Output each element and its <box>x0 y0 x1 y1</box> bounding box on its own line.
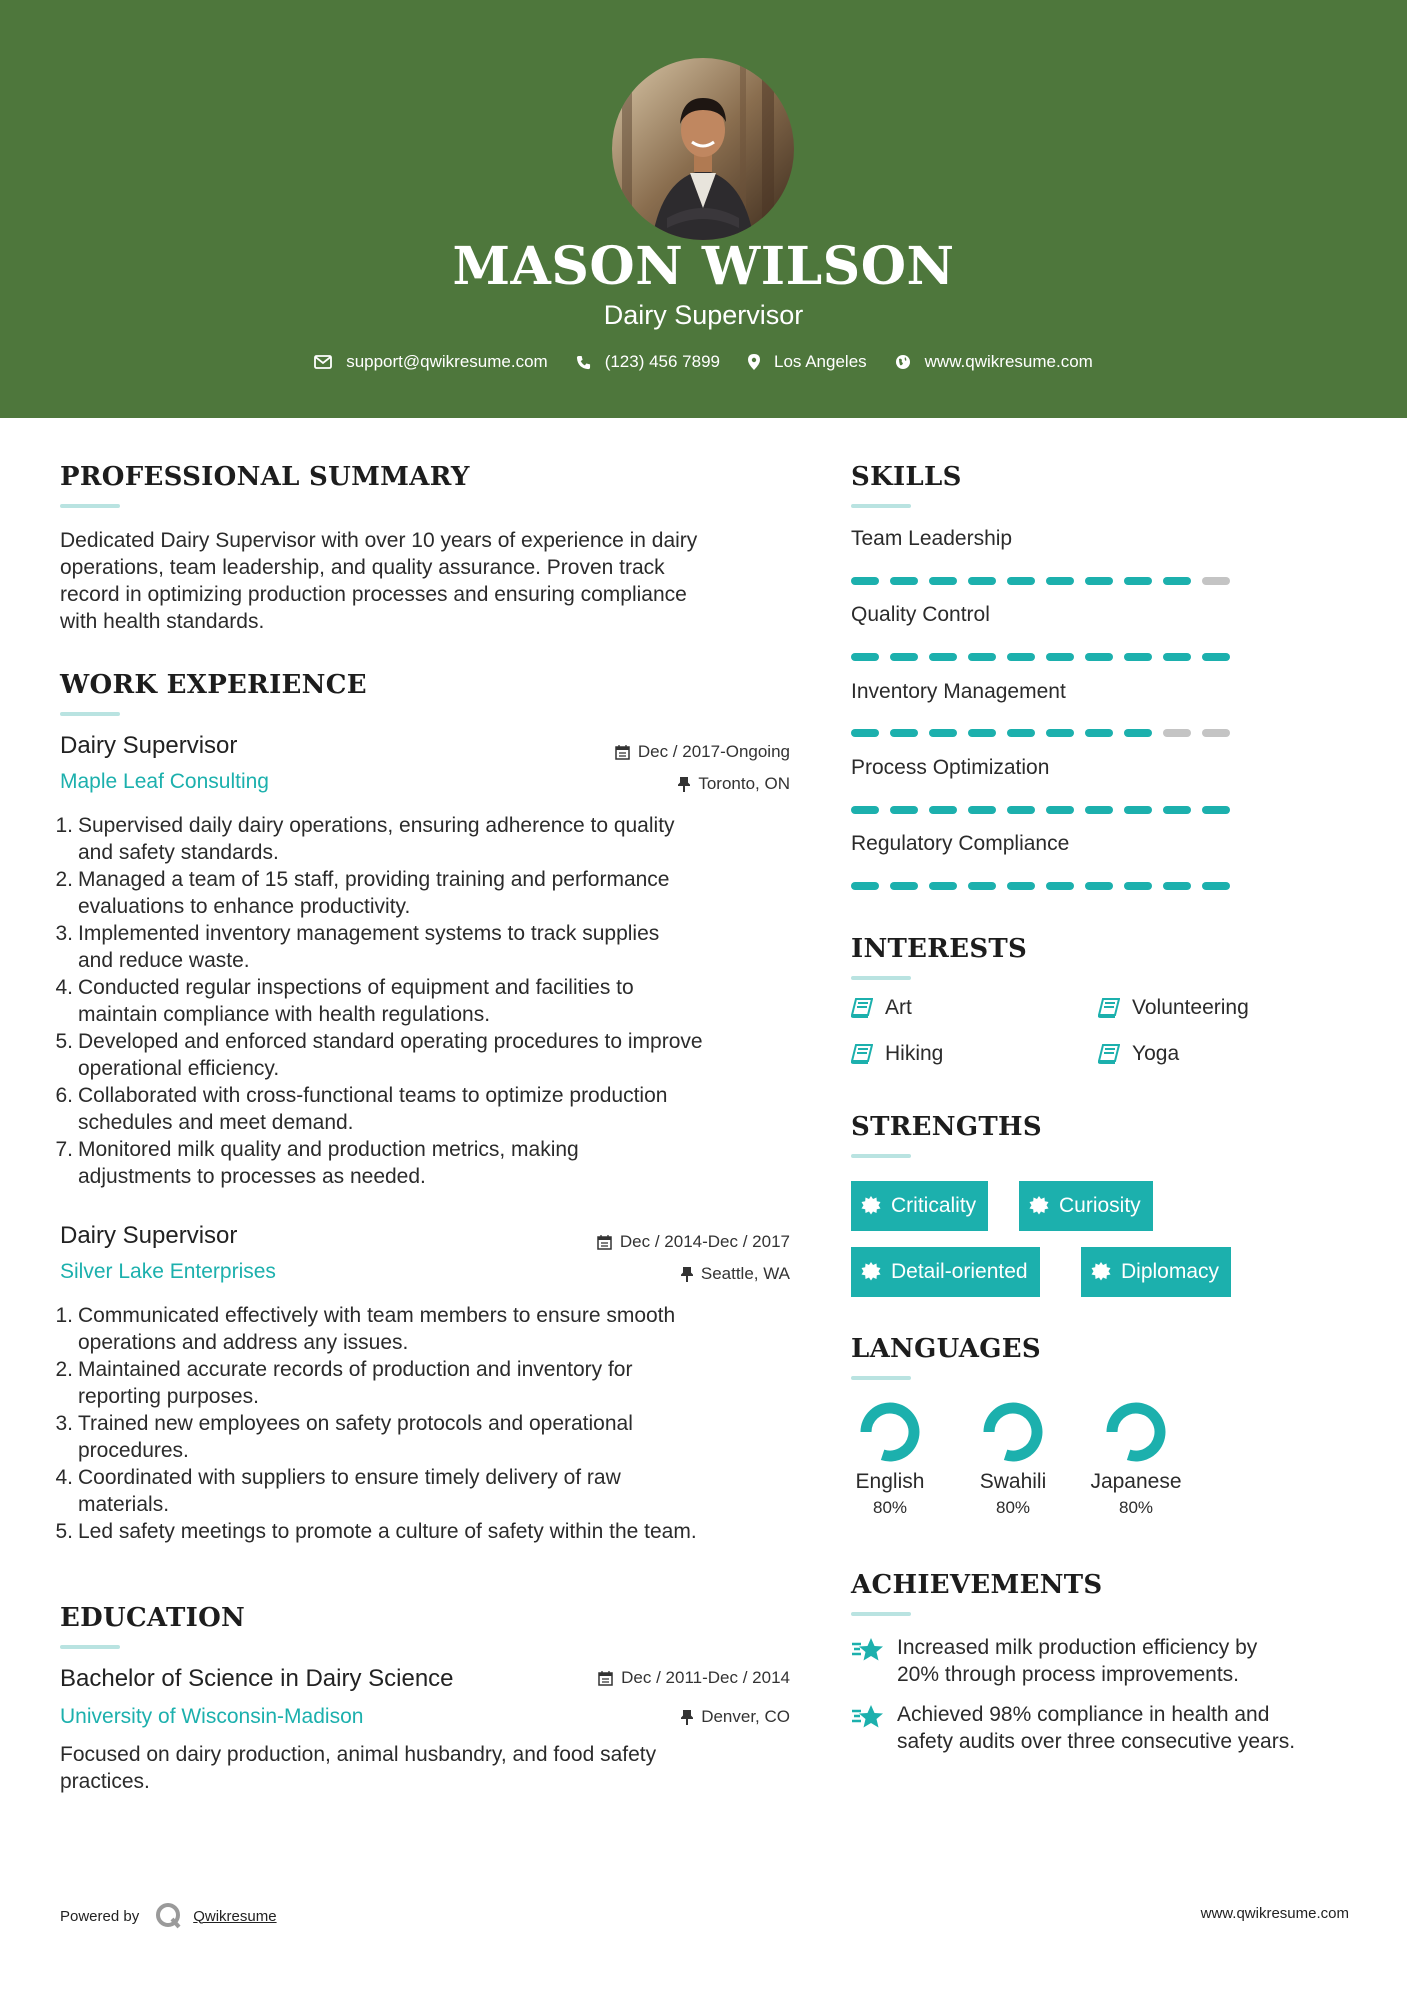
job-title: Dairy Supervisor <box>60 732 238 759</box>
footer-powered-by <box>60 1900 277 1932</box>
interest-item <box>1098 996 1249 1020</box>
item-text: evaluations to enhance productivity. <box>78 895 411 918</box>
summary-text <box>60 527 800 635</box>
item-text: Collaborated with cross-functional teams to optimize production <box>78 1084 668 1107</box>
language-name: Swahili <box>979 1470 1047 1493</box>
company-name: Silver Lake Enterprises <box>60 1260 276 1283</box>
skill-level-dash <box>1163 577 1191 585</box>
achievement-item <box>851 1701 1361 1755</box>
achievement-line: safety audits over three consecutive years. <box>897 1730 1296 1753</box>
strength-badge <box>851 1181 988 1231</box>
skill-level-dash <box>1202 806 1230 814</box>
skill-name: Quality Control <box>851 603 990 626</box>
achievement-line: 20% through process improvements. <box>897 1663 1239 1686</box>
item-text: and safety standards. <box>78 841 279 864</box>
item-number: 5. <box>55 1030 73 1053</box>
interest-item <box>851 996 912 1020</box>
language-meter-ring <box>858 1400 922 1464</box>
star-icon <box>851 1636 885 1664</box>
language-meter-ring <box>1104 1400 1168 1464</box>
skill-level-dash <box>929 653 957 661</box>
contact-bar <box>0 352 1407 372</box>
interest-label: Art <box>885 996 912 1019</box>
achievement-line: Achieved 98% compliance in health and <box>897 1703 1270 1726</box>
summary-line: Dedicated Dairy Supervisor with over 10 years of experience in dairy <box>60 529 698 552</box>
summary-line: with health standards. <box>60 610 265 633</box>
degree-title: Bachelor of Science in Dairy Science <box>60 1665 454 1692</box>
qwikresume-logo-icon <box>153 1900 185 1932</box>
pin-icon <box>678 777 690 792</box>
interest-item <box>851 1042 943 1066</box>
education-line: practices. <box>60 1770 150 1793</box>
item-text: procedures. <box>78 1439 189 1462</box>
skill-level-dash <box>968 653 996 661</box>
skill-level-dash <box>851 653 879 661</box>
phone-icon <box>576 355 591 370</box>
skill-level-dash <box>929 577 957 585</box>
contact-location <box>748 352 867 372</box>
skill-level-dash <box>1202 882 1230 890</box>
book-icon <box>1098 998 1120 1018</box>
job-location <box>540 774 790 794</box>
language-percent: 80% <box>995 1498 1031 1517</box>
item-number: 2. <box>55 868 73 891</box>
education-location-text: Denver, CO <box>701 1707 790 1726</box>
item-text: Maintained accurate records of production and inventory for <box>78 1358 633 1381</box>
item-text: Trained new employees on safety protocols and operational <box>78 1412 633 1435</box>
summary-line: record in optimizing production processes and ensuring compliance <box>60 583 687 606</box>
summary-rule <box>60 504 120 508</box>
item-number: 1. <box>55 1304 73 1327</box>
item-text: Led safety meetings to promote a culture of safety within the team. <box>78 1520 697 1543</box>
map-pin-icon <box>748 354 760 370</box>
list-item <box>51 1302 811 1356</box>
skill-level-dash <box>851 806 879 814</box>
skill-level-dash <box>851 729 879 737</box>
interest-label: Volunteering <box>1132 996 1249 1019</box>
item-text: Managed a team of 15 staff, providing training and performance <box>78 868 670 891</box>
list-item <box>51 1464 811 1518</box>
education-text <box>60 1741 800 1795</box>
skills-title: SKILLS <box>851 462 962 492</box>
envelope-icon <box>314 355 332 369</box>
language-item <box>953 1400 1073 1518</box>
skill-level-dash <box>1007 882 1035 890</box>
email-text: support@qwikresume.com <box>346 352 548 371</box>
skill-level-dash <box>1085 806 1113 814</box>
item-text: Conducted regular inspections of equipment and facilities to <box>78 976 634 999</box>
item-text: operational efficiency. <box>78 1057 280 1080</box>
skill-level-dash <box>890 882 918 890</box>
achievements-title: ACHIEVEMENTS <box>851 1570 1103 1600</box>
experience-rule <box>60 712 120 716</box>
achievements-rule <box>851 1612 911 1616</box>
language-progress-arc <box>1112 1408 1160 1456</box>
language-item <box>830 1400 950 1518</box>
seal-icon <box>1029 1196 1049 1216</box>
interest-label: Hiking <box>885 1042 944 1065</box>
skill-level-dash <box>968 806 996 814</box>
pin-icon <box>681 1710 693 1725</box>
experience-title: WORK EXPERIENCE <box>60 670 367 700</box>
language-progress-arc <box>866 1408 914 1456</box>
strength-label: Curiosity <box>1059 1194 1141 1217</box>
education-rule <box>60 1645 120 1649</box>
skill-meter <box>851 729 1241 737</box>
achievement-line: Increased milk production efficiency by <box>897 1636 1258 1659</box>
education-title: EDUCATION <box>60 1603 246 1633</box>
skill-level-dash <box>851 577 879 585</box>
footer-website[interactable]: www.qwikresume.com <box>1200 1905 1349 1922</box>
item-number: 5. <box>55 1520 73 1543</box>
seal-icon <box>861 1262 881 1282</box>
item-text: Supervised daily dairy operations, ensuring adherence to quality <box>78 814 675 837</box>
job-duties <box>51 812 811 1190</box>
achievement-item <box>851 1634 1361 1688</box>
skill-level-dash <box>1007 577 1035 585</box>
skill-level-dash <box>968 577 996 585</box>
strengths-title: STRENGTHS <box>851 1112 1042 1142</box>
languages-title: LANGUAGES <box>851 1334 1041 1364</box>
list-item <box>51 812 811 866</box>
education-location <box>540 1707 790 1727</box>
skill-level-dash <box>1007 806 1035 814</box>
list-item <box>51 1082 811 1136</box>
item-number: 7. <box>55 1138 73 1161</box>
candidate-role: Dairy Supervisor <box>603 300 804 330</box>
item-text: adjustments to processes as needed. <box>78 1165 426 1188</box>
skill-meter <box>851 806 1241 814</box>
skill-level-dash <box>929 882 957 890</box>
list-item <box>51 1356 811 1410</box>
contact-phone[interactable] <box>576 352 720 372</box>
brand-link[interactable]: Qwikresume <box>193 1907 277 1925</box>
skill-level-dash <box>1085 653 1113 661</box>
profile-photo <box>612 58 794 240</box>
job-location-text: Toronto, ON <box>698 774 790 793</box>
item-number: 2. <box>55 1358 73 1381</box>
item-text: Implemented inventory management systems to track supplies <box>78 922 660 945</box>
calendar-icon <box>615 745 630 760</box>
skill-level-dash <box>1202 729 1230 737</box>
skill-level-dash <box>890 577 918 585</box>
skill-level-dash <box>1007 653 1035 661</box>
star-icon <box>851 1703 885 1731</box>
skill-level-dash <box>1046 806 1074 814</box>
calendar-icon <box>597 1235 612 1250</box>
job-date <box>540 1232 790 1252</box>
skill-name: Process Optimization <box>851 756 1050 779</box>
list-item <box>51 974 811 1028</box>
contact-email[interactable] <box>314 352 548 372</box>
language-meter-ring <box>981 1400 1045 1464</box>
globe-icon <box>895 354 911 370</box>
language-name: Japanese <box>1090 1470 1182 1493</box>
skill-level-dash <box>1046 882 1074 890</box>
interests-rule <box>851 976 911 980</box>
item-number: 3. <box>55 1412 73 1435</box>
skill-name: Regulatory Compliance <box>851 832 1070 855</box>
skill-level-dash <box>1007 729 1035 737</box>
book-icon <box>851 1044 873 1064</box>
job-duties <box>51 1302 811 1545</box>
item-number: 4. <box>55 1466 73 1489</box>
phone-text: (123) 456 7899 <box>604 352 721 371</box>
item-number: 4. <box>55 976 73 999</box>
skill-level-dash <box>1124 806 1152 814</box>
contact-website[interactable] <box>895 352 1093 372</box>
resume-header <box>0 0 1407 418</box>
list-item <box>51 1410 811 1464</box>
skill-level-dash <box>1202 653 1230 661</box>
education-line: Focused on dairy production, animal husbandry, and food safety <box>60 1743 657 1766</box>
skill-name: Team Leadership <box>851 527 1013 550</box>
languages-rule <box>851 1376 911 1380</box>
skill-level-dash <box>968 729 996 737</box>
job-location <box>540 1264 790 1284</box>
strength-label: Criticality <box>891 1194 977 1217</box>
strength-badge <box>1081 1247 1231 1297</box>
strength-label: Detail-oriented <box>891 1260 1028 1283</box>
skill-level-dash <box>929 806 957 814</box>
job-date-text: Dec / 2017-Ongoing <box>637 742 790 761</box>
item-text: reporting purposes. <box>78 1385 259 1408</box>
school-name: University of Wisconsin-Madison <box>60 1705 364 1728</box>
item-text: and reduce waste. <box>78 949 250 972</box>
list-item <box>51 920 811 974</box>
skills-rule <box>851 504 911 508</box>
strength-badge <box>851 1247 1040 1297</box>
skill-level-dash <box>1124 729 1152 737</box>
skill-level-dash <box>1163 653 1191 661</box>
skill-level-dash <box>929 729 957 737</box>
skill-level-dash <box>1163 806 1191 814</box>
interest-label: Yoga <box>1132 1042 1180 1065</box>
job-date <box>540 742 790 762</box>
website-text: www.qwikresume.com <box>924 352 1093 371</box>
strength-label: Diplomacy <box>1121 1260 1220 1283</box>
skill-level-dash <box>1046 729 1074 737</box>
item-text: Monitored milk quality and production metrics, making <box>78 1138 579 1161</box>
location-text: Los Angeles <box>774 352 867 371</box>
language-percent: 80% <box>1118 1498 1154 1517</box>
skill-meter <box>851 577 1241 585</box>
calendar-icon <box>598 1671 613 1686</box>
interests-title: INTERESTS <box>851 934 1028 964</box>
skill-level-dash <box>1163 729 1191 737</box>
item-text: Communicated effectively with team members to ensure smooth <box>78 1304 676 1327</box>
book-icon <box>1098 1044 1120 1064</box>
list-item <box>51 1518 811 1545</box>
summary-title: PROFESSIONAL SUMMARY <box>60 462 470 492</box>
skill-level-dash <box>1124 577 1152 585</box>
skill-level-dash <box>1046 577 1074 585</box>
education-date-text: Dec / 2011-Dec / 2014 <box>621 1668 790 1687</box>
item-number: 3. <box>55 922 73 945</box>
book-icon <box>851 998 873 1018</box>
job-date-text: Dec / 2014-Dec / 2017 <box>619 1232 790 1251</box>
skill-level-dash <box>1124 882 1152 890</box>
pin-icon <box>681 1267 693 1282</box>
company-name: Maple Leaf Consulting <box>60 770 269 793</box>
education-date <box>540 1668 790 1688</box>
strength-badge <box>1019 1181 1153 1231</box>
strengths-rule <box>851 1154 911 1158</box>
skill-level-dash <box>968 882 996 890</box>
interest-item <box>1098 1042 1179 1066</box>
language-item <box>1076 1400 1196 1518</box>
list-item <box>51 1028 811 1082</box>
item-number: 1. <box>55 814 73 837</box>
language-percent: 80% <box>872 1498 908 1517</box>
skill-level-dash <box>890 729 918 737</box>
skill-name: Inventory Management <box>851 680 1066 703</box>
skill-level-dash <box>1085 882 1113 890</box>
item-text: Developed and enforced standard operating procedures to improve <box>78 1030 703 1053</box>
list-item <box>51 1136 811 1190</box>
skill-level-dash <box>1085 729 1113 737</box>
skill-level-dash <box>1046 653 1074 661</box>
item-text: maintain compliance with health regulations. <box>78 1003 491 1026</box>
skill-level-dash <box>890 806 918 814</box>
item-text: operations and address any issues. <box>78 1331 409 1354</box>
item-number: 6. <box>55 1084 73 1107</box>
language-progress-arc <box>989 1408 1037 1456</box>
powered-by-text: Powered by <box>60 1907 140 1925</box>
seal-icon <box>1091 1262 1111 1282</box>
item-text: schedules and meet demand. <box>78 1111 354 1134</box>
job-title: Dairy Supervisor <box>60 1222 238 1249</box>
list-item <box>51 866 811 920</box>
candidate-name: MASON WILSON <box>452 236 955 297</box>
skill-level-dash <box>1202 577 1230 585</box>
skill-level-dash <box>1124 653 1152 661</box>
job-location-text: Seattle, WA <box>700 1264 790 1283</box>
language-name: English <box>855 1470 925 1493</box>
summary-line: operations, team leadership, and quality assurance. Proven track <box>60 556 665 579</box>
item-text: Coordinated with suppliers to ensure timely delivery of raw <box>78 1466 621 1489</box>
skill-level-dash <box>1163 882 1191 890</box>
skill-level-dash <box>1085 577 1113 585</box>
skill-level-dash <box>890 653 918 661</box>
skill-meter <box>851 653 1241 661</box>
seal-icon <box>861 1196 881 1216</box>
item-text: materials. <box>78 1493 170 1516</box>
skill-meter <box>851 882 1241 890</box>
skill-level-dash <box>851 882 879 890</box>
